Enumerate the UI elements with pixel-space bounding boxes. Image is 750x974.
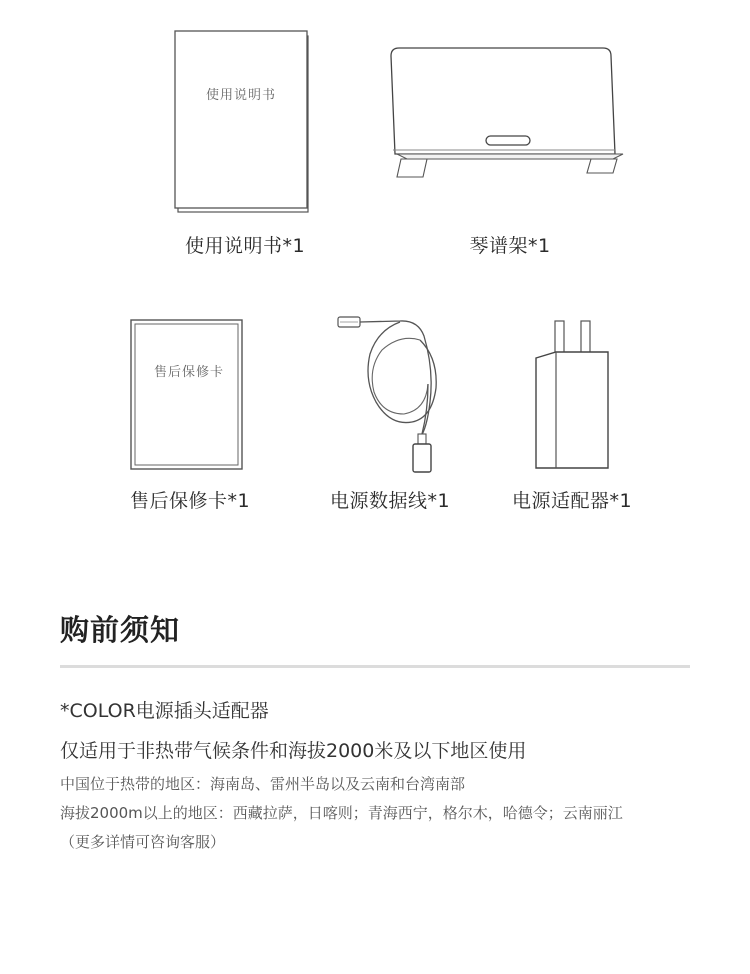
manual-caption: 使用说明书*1 [184, 235, 306, 257]
notice-divider [60, 665, 690, 668]
notice-heading: *COLOR电源插头适配器 [60, 700, 269, 722]
notice-tropical-regions: 中国位于热带的地区：海南岛、雷州半岛以及云南和台湾南部 [60, 775, 466, 793]
warranty-card-caption: 售后保修卡*1 [129, 490, 251, 512]
power-adapter-illustration [528, 318, 618, 473]
notice-high-altitude-regions: 海拔2000m以上的地区：西藏拉萨，日喀则；青海西宁，格尔木，哈德令；云南丽江 [60, 804, 623, 822]
notice-title: 购前须知 [60, 613, 181, 647]
power-cable-illustration [330, 310, 450, 480]
notice-main-text: 仅适用于非热带气候条件和海拔2000米及以下地区使用 [60, 740, 527, 762]
warranty-card-cover-text: 售后保修卡 [153, 365, 224, 380]
manual-illustration [170, 28, 318, 218]
music-stand-caption: 琴谱架*1 [469, 235, 551, 257]
notice-contact-service: （更多详情可咨询客服） [60, 833, 226, 851]
music-stand-illustration [385, 42, 630, 182]
warranty-card-illustration [128, 317, 246, 473]
manual-cover-text: 使用说明书 [205, 88, 276, 103]
power-cable-caption: 电源数据线*1 [329, 490, 451, 512]
power-adapter-caption: 电源适配器*1 [511, 490, 633, 512]
